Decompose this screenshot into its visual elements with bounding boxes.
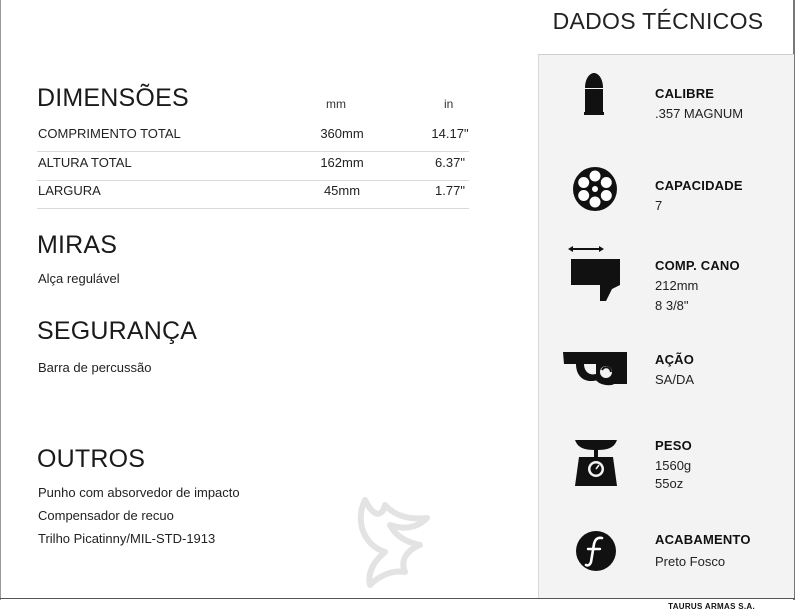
dimension-label: COMPRIMENTO TOTAL — [38, 126, 181, 141]
dimension-mm-value: 45mm — [323, 183, 361, 198]
dimension-in-value: 1.77" — [435, 183, 465, 198]
spec-capacity — [655, 178, 743, 215]
dimension-in-value: 14.17" — [431, 126, 469, 141]
spec-name: COMP. CANO — [655, 258, 740, 273]
sights-text: Alça regulável — [38, 271, 120, 286]
dimension-row-length — [37, 123, 469, 152]
others-item: Punho com absorvedor de impacto — [38, 485, 240, 500]
spec-barrel-length — [655, 258, 740, 315]
spec-value: 55oz — [655, 476, 684, 491]
spec-name: PESO — [655, 438, 692, 453]
safety-text: Barra de percussão — [38, 360, 152, 375]
dimension-label: LARGURA — [38, 183, 101, 198]
others-item: Trilho Picatinny/MIL-STD-1913 — [38, 531, 216, 546]
dimension-row-width — [37, 180, 469, 209]
dimension-label: ALTURA TOTAL — [38, 155, 132, 170]
spec-caliber — [655, 86, 743, 123]
spec-name: CALIBRE — [655, 86, 715, 101]
spec-value: 1560g — [655, 458, 692, 473]
spec-value: Preto Fosco — [655, 554, 726, 569]
bullet-icon — [582, 72, 606, 116]
dimension-in-value: 6.37" — [435, 155, 465, 170]
column-header-in: in — [444, 97, 454, 111]
dimensions-title: DIMENSÕES — [37, 84, 189, 112]
scale-icon — [574, 438, 618, 488]
barrel-length-icon — [566, 245, 624, 303]
spec-value: 8 3/8" — [655, 298, 689, 313]
tech-data-panel — [538, 54, 794, 599]
sights-title: MIRAS — [37, 231, 118, 259]
spec-name: ACABAMENTO — [655, 532, 751, 547]
spec-weight — [655, 438, 692, 493]
bull-logo-watermark-icon — [345, 490, 440, 590]
spec-value: 212mm — [655, 278, 699, 293]
tech-data-title: DADOS TÉCNICOS — [552, 8, 764, 34]
footer-divider — [0, 598, 795, 599]
spec-name: AÇÃO — [655, 352, 695, 367]
spec-name: CAPACIDADE — [655, 178, 743, 193]
spec-value: 7 — [655, 198, 663, 213]
finish-icon — [575, 530, 617, 572]
page-border-left — [0, 0, 1, 600]
others-title: OUTROS — [37, 445, 146, 473]
spec-finish — [655, 532, 751, 571]
dimension-row-height — [37, 152, 469, 181]
safety-title: SEGURANÇA — [37, 317, 198, 345]
spec-action — [655, 352, 694, 389]
column-header-mm: mm — [326, 97, 346, 111]
cylinder-icon — [572, 166, 618, 212]
trigger-icon — [562, 350, 628, 388]
spec-value: .357 MAGNUM — [655, 106, 744, 121]
footer-company: TAURUS ARMAS S.A. — [668, 602, 755, 611]
dimension-mm-value: 360mm — [320, 126, 364, 141]
spec-value: SA/DA — [655, 372, 695, 387]
dimension-mm-value: 162mm — [320, 155, 364, 170]
others-item: Compensador de recuo — [38, 508, 174, 523]
